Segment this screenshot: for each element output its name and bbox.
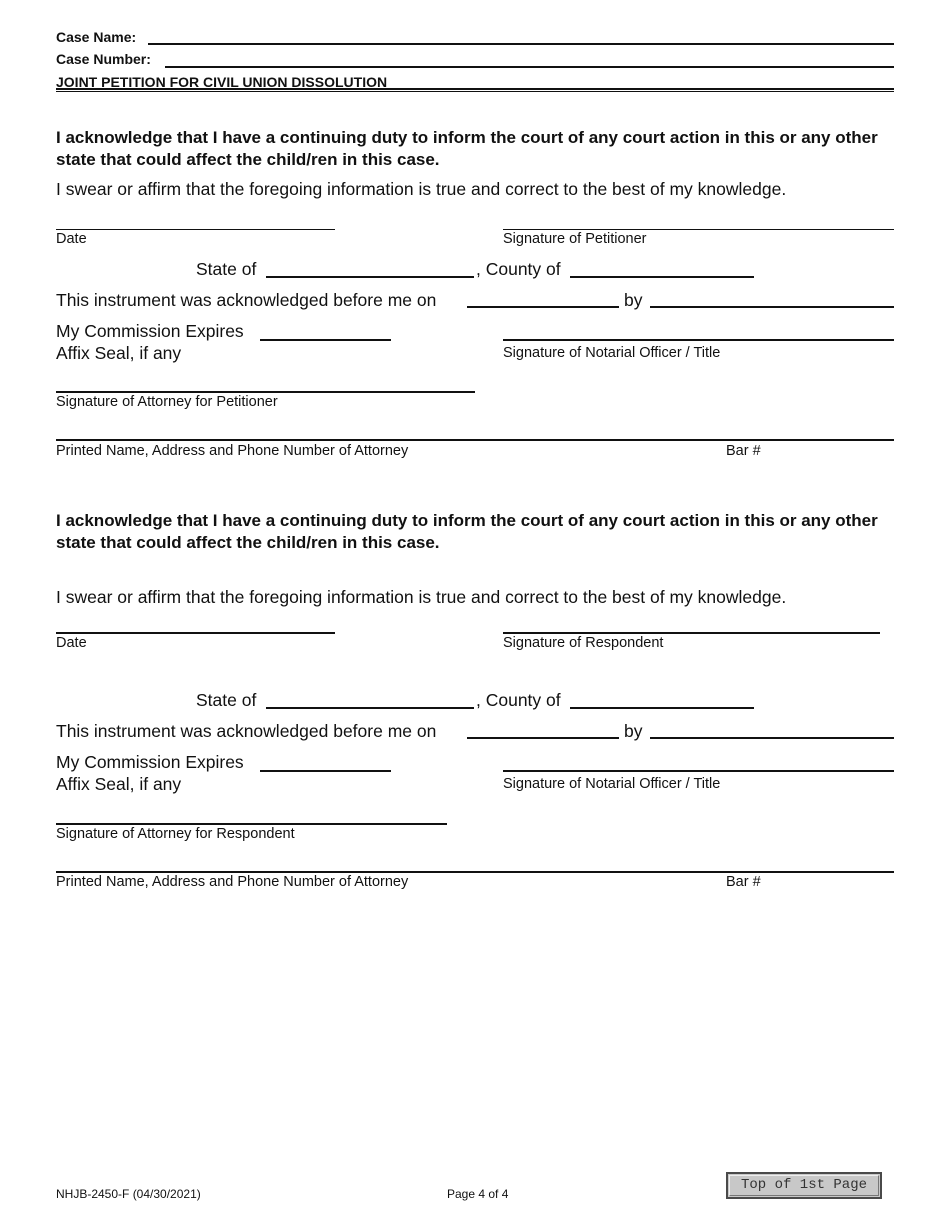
petitioner-attorney-info-field[interactable] [56,439,894,441]
respondent-county-of-label: , County of [476,690,561,710]
petitioner-signature-label: Signature of Petitioner [503,231,647,247]
respondent-commission-expires-field[interactable] [260,770,391,772]
petitioner-attorney-signature-label: Signature of Attorney for Petitioner [56,394,278,410]
petitioner-by-label: by [624,290,643,310]
petitioner-acknowledged-before-label: This instrument was acknowledged before me on [56,290,437,310]
petitioner-date-field[interactable] [56,229,335,230]
petitioner-state-of-label: State of [196,259,257,279]
respondent-commission-expires-label: My Commission Expires [56,752,244,772]
form-title: JOINT PETITION FOR CIVIL UNION DISSOLUTION [56,74,388,90]
respondent-attorney-signature-label: Signature of Attorney for Respondent [56,826,295,842]
petitioner-acknowledgement: I acknowledge that I have a continuing duty to inform the court of any court action in this or any other state that could affect the child/ren in this case. [56,128,878,169]
petitioner-county-field[interactable] [570,276,754,278]
respondent-affix-seal-label: Affix Seal, if any [56,774,182,794]
petitioner-notary-signature-field[interactable] [503,339,894,341]
respondent-attorney-info-field[interactable] [56,871,894,873]
top-of-first-page-button[interactable]: Top of 1st Page [726,1172,882,1199]
respondent-date-field[interactable] [56,632,335,634]
petitioner-notary-signature-label: Signature of Notarial Officer / Title [503,345,721,361]
header-divider-thin [56,91,894,92]
respondent-date-label: Date [56,635,87,651]
petitioner-affix-seal-label: Affix Seal, if any [56,343,182,363]
page-number: Page 4 of 4 [447,1187,509,1201]
respondent-acknowledgement: I acknowledge that I have a continuing duty to inform the court of any court action in this or any other state that could affect the child/ren in this case. [56,511,878,552]
respondent-attorney-signature-field[interactable] [56,823,447,825]
petitioner-oath: I swear or affirm that the foregoing information is true and correct to the best of my knowledge. [56,179,787,199]
petitioner-acknowledged-date-field[interactable] [467,306,619,308]
petitioner-attorney-signature-field[interactable] [56,391,475,393]
case-name-field[interactable] [148,43,894,45]
petitioner-state-field[interactable] [266,276,474,278]
petitioner-commission-expires-label: My Commission Expires [56,321,244,341]
form-id: NHJB-2450-F (04/30/2021) [56,1187,201,1201]
petitioner-county-of-label: , County of [476,259,561,279]
respondent-county-field[interactable] [570,707,754,709]
respondent-notary-signature-label: Signature of Notarial Officer / Title [503,776,721,792]
petitioner-attorney-info-label: Printed Name, Address and Phone Number of Attorney [56,443,409,459]
respondent-acknowledged-date-field[interactable] [467,737,619,739]
respondent-by-label: by [624,721,643,741]
petitioner-signature-field[interactable] [503,229,894,230]
respondent-acknowledged-before-label: This instrument was acknowledged before me on [56,721,437,741]
petitioner-commission-expires-field[interactable] [260,339,391,341]
respondent-by-field[interactable] [650,737,894,739]
petitioner-date-label: Date [56,231,87,247]
respondent-notary-signature-field[interactable] [503,770,894,772]
header-divider [56,88,894,90]
respondent-attorney-info-label: Printed Name, Address and Phone Number of Attorney [56,874,409,890]
petitioner-bar-label: Bar # [726,443,761,459]
respondent-state-field[interactable] [266,707,474,709]
respondent-state-of-label: State of [196,690,257,710]
respondent-oath: I swear or affirm that the foregoing information is true and correct to the best of my knowledge. [56,587,787,607]
respondent-bar-label: Bar # [726,874,761,890]
petitioner-by-field[interactable] [650,306,894,308]
case-name-label: Case Name: [56,29,137,45]
case-number-label: Case Number: [56,51,151,67]
case-number-field[interactable] [165,66,894,68]
respondent-signature-label: Signature of Respondent [503,635,664,651]
respondent-signature-field[interactable] [503,632,880,634]
